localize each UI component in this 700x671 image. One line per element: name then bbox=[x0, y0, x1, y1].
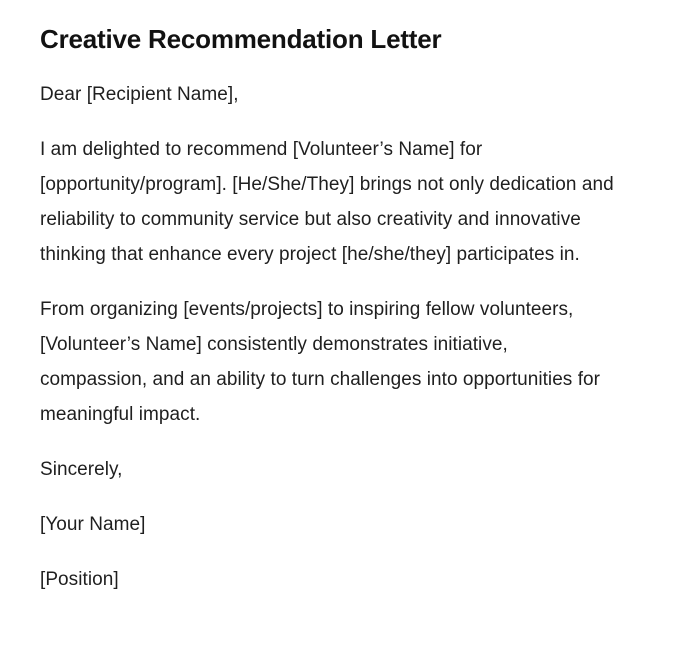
signature-position-line: [Position] bbox=[40, 568, 119, 590]
page-title: Creative Recommendation Letter bbox=[40, 24, 442, 54]
letter-body bbox=[40, 77, 615, 597]
signature-name-line: [Your Name] bbox=[40, 513, 146, 535]
body-paragraph-1: I am delighted to recommend [Volunteer’s Name] for [opportunity/program]. [He/She/They] brings not only dedication and reliability to community service but also creativity and innovative thinking that enhance every project [he/she/they] participates in. bbox=[40, 138, 614, 265]
salutation-line: Dear [Recipient Name], bbox=[40, 83, 239, 105]
closing-line: Sincerely, bbox=[40, 458, 123, 480]
body-paragraph-2: From organizing [events/projects] to inspiring fellow volunteers, [Volunteer’s Name] consistently demonstrates initiative, compassion, and an ability to turn challenges into opportunities for meaningful impact. bbox=[40, 298, 601, 425]
